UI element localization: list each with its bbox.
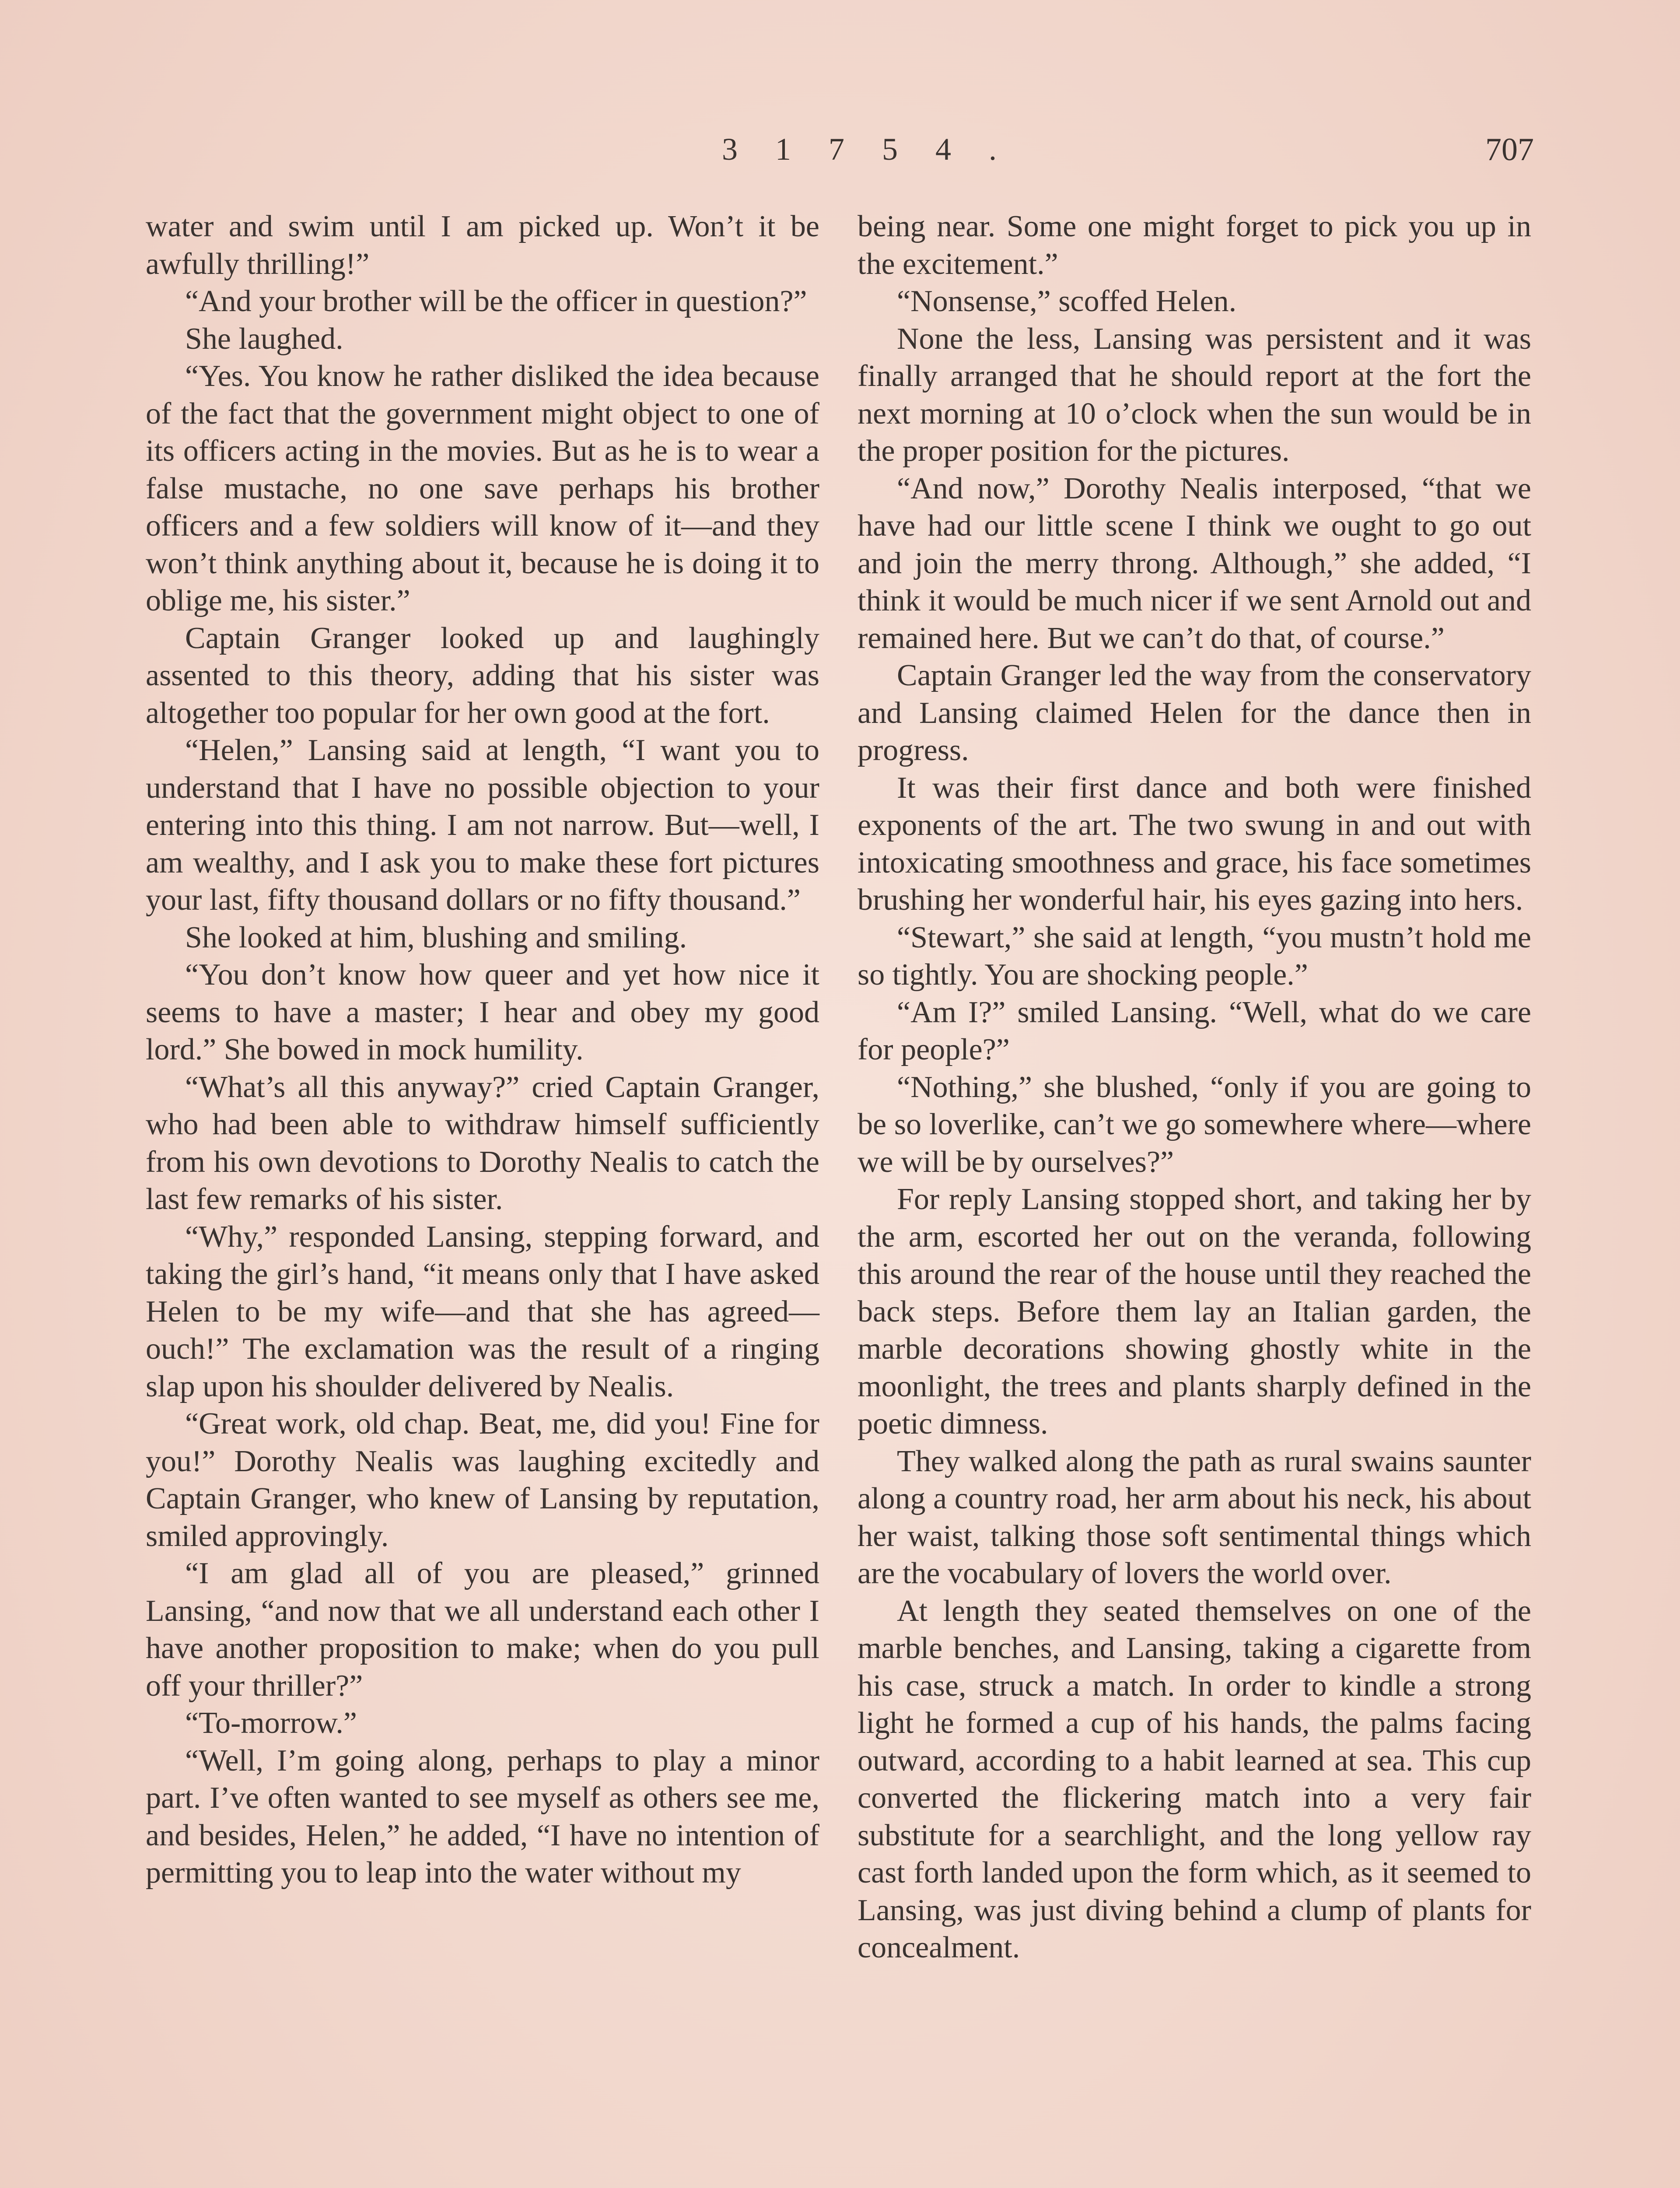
paragraph: For reply Lansing stopped short, and taking her by the arm, escorted her out on the veranda, following this around the rear of the house until they reached the back steps. Before them lay an Italian garden, the marble decorations showing ghostly white in the moonlight, the trees and plants sharply defined in the poetic dimness.: [858, 1182, 1531, 1441]
paragraph: It was their first dance and both were finished exponents of the art. The two swung in and out with intoxicating smoothness and grace, his face sometimes brushing her wonderful hair, his eyes gazing into hers.: [858, 771, 1531, 917]
paragraph: “And now,” Dorothy Nealis interposed, “that we have had our little scene I think we ought to go out and join the merry throng. Although,” she added, “I think it would be much nicer if we sent Arnold out and remained here. But we can’t do that, of course.”: [858, 471, 1531, 655]
paragraph: At length they seated themselves on one of the marble benches, and Lansing, taking a cigarette from his case, struck a match. In order to kindle a strong light he formed a cup of his hands, the palms facing outward, according to a habit learned at sea. This cup converted the flickering match into a very fair substitute for a searchlight, and the long yellow ray cast forth landed upon the form which, as it seemed to Lansing, was just diving behind a clump of plants for concealment.: [858, 1594, 1531, 1964]
paragraph: “Great work, old chap. Beat, me, did you! Fine for you!” Dorothy Nealis was laughing excitedly and Captain Granger, who knew of Lansing by reputation, smiled approvingly.: [146, 1407, 819, 1553]
paragraph: “Yes. You know he rather disliked the idea because of the fact that the government might object to one of its officers acting in the movies. But as he is to wear a false mustache, no one save perhaps his brother officers and a few soldiers will know of it—and they won’t think anything about it, because he is doing it to oblige me, his sister.”: [146, 359, 819, 617]
paragraph: “Nonsense,” scoffed Helen.: [897, 284, 1237, 318]
paragraph: water and swim until I am picked up. Won’t it be awfully thrilling!”: [146, 210, 819, 281]
paragraph: They walked along the path as rural swains saunter along a country road, her arm about his neck, his about her waist, talking those soft sentimental things which are the vocabulary of lovers the world over.: [858, 1444, 1531, 1590]
paragraph: None the less, Lansing was persistent and it was finally arranged that he should report at the fort the next morning at 10 o’clock when the sun would be in the proper position for the pictures.: [858, 322, 1531, 468]
page-number: 707: [1485, 132, 1534, 168]
paragraph: She looked at him, blushing and smiling.: [185, 920, 687, 954]
paragraph: “And your brother will be the officer in question?”: [185, 284, 807, 318]
paragraph: “Stewart,” she said at length, “you mustn’t hold me so tightly. You are shocking people.”: [858, 920, 1531, 992]
left-column: [146, 208, 819, 1892]
paragraph: “To-morrow.”: [185, 1706, 357, 1740]
paragraph: Captain Granger led the way from the conservatory and Lansing claimed Helen for the dance then in progress.: [858, 659, 1531, 767]
paragraph: “Helen,” Lansing said at length, “I want you to understand that I have no possible objection to your entering into this thing. I am not narrow. But—well, I am wealthy, and I ask you to make these fort pictures your last, fifty thousand dollars or no fifty thousand.”: [146, 733, 819, 917]
right-column: [858, 208, 1531, 1967]
paragraph: “What’s all this anyway?” cried Captain Granger, who had been able to withdraw himself sufficiently from his own devotions to Dorothy Nealis to catch the last few remarks of his sister.: [146, 1070, 819, 1216]
paragraph: “Nothing,” she blushed, “only if you are going to be so loverlike, can’t we go somewhere where—where we will be by ourselves?”: [858, 1070, 1531, 1179]
paragraph: “You don’t know how queer and yet how nice it seems to have a master; I hear and obey my good lord.” She bowed in mock humility.: [146, 958, 819, 1066]
paragraph: “Am I?” smiled Lansing. “Well, what do we care for people?”: [858, 995, 1531, 1066]
paragraph: “Why,” responded Lansing, stepping forward, and taking the girl’s hand, “it means only that I have asked Helen to be my wife—and that she has agreed—ouch!” The exclamation was the result of a ringing slap upon his shoulder delivered by Nealis.: [146, 1220, 819, 1403]
paragraph: being near. Some one might forget to pick you up in the excitement.”: [858, 210, 1531, 281]
paragraph: She laughed.: [185, 322, 343, 356]
paragraph: Captain Granger looked up and laughingly assented to this theory, adding that his sister was altogether too popular for her own good at the fort.: [146, 621, 819, 730]
header-code: 3 1 7 5 4 .: [722, 132, 1012, 167]
paragraph: “Well, I’m going along, perhaps to play a minor part. I’ve often wanted to see myself as others see me, and besides, Helen,” he added, “I have no intention of permitting you to leap into the water without my: [146, 1743, 819, 1890]
paragraph: “I am glad all of you are pleased,” grinned Lansing, “and now that we all understand each other I have another proposition to make; when do you pull off your thriller?”: [146, 1557, 819, 1703]
